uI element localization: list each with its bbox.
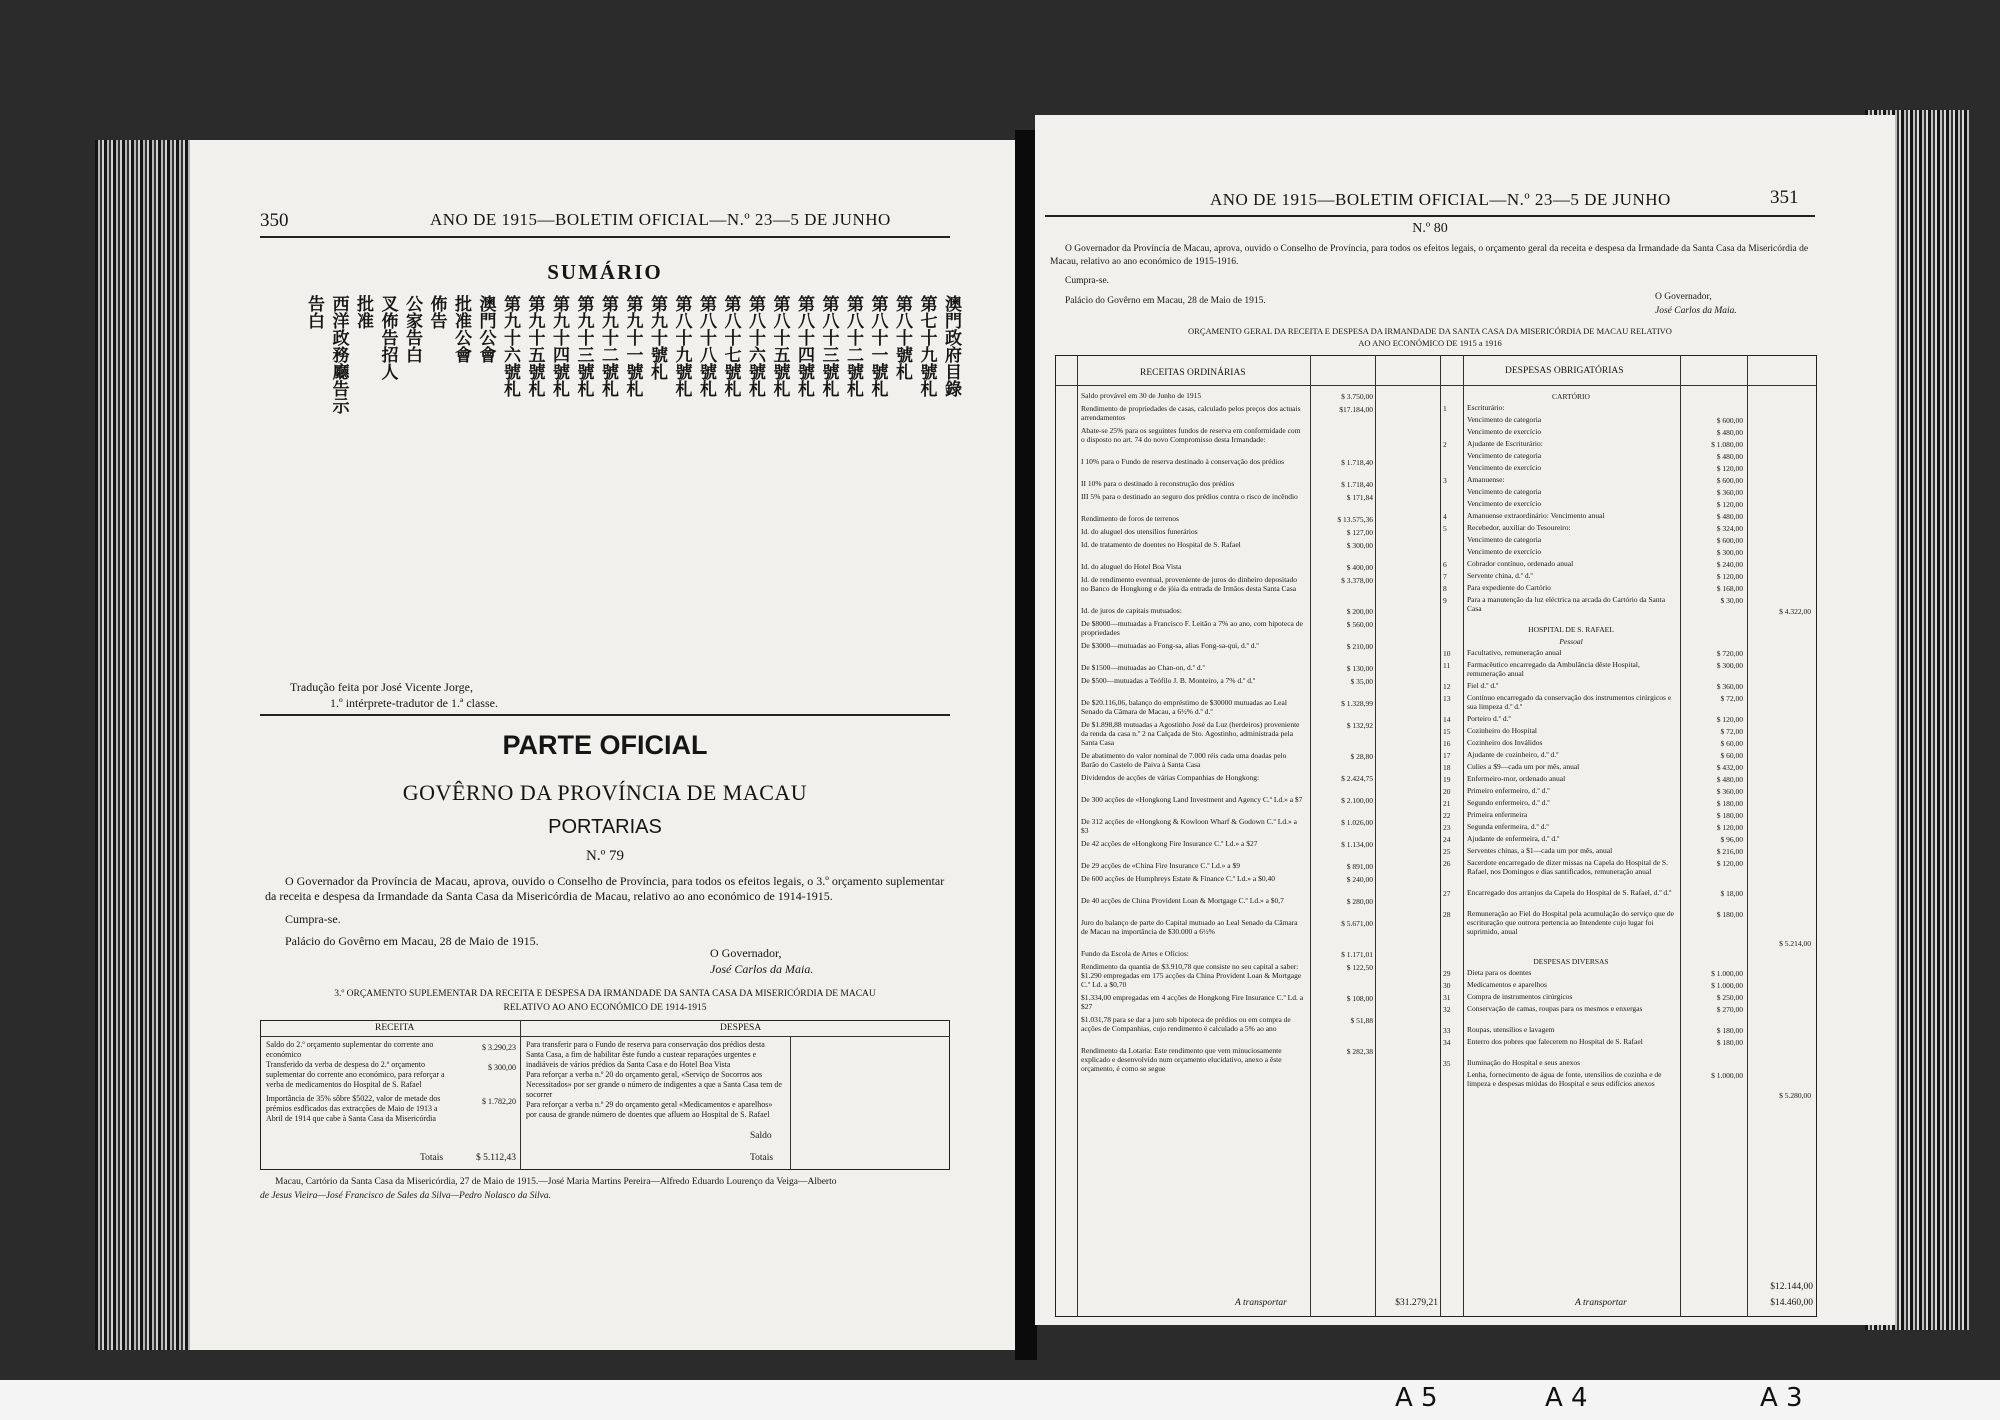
despesa-row-number: 19 — [1443, 775, 1451, 784]
footer-signatures: Macau, Cartório da Santa Casa da Misericórdia, 27 de Maio de 1915.—José Maria Martins Pereira—Alfredo Eduardo Lourenço da Veiga—Alberto — [275, 1177, 837, 1187]
despesa-row-text: Lenha, fornecimento de água de fonte, utensílios de cozinha e de limpeza e despesas miúdas do Hospital e seus edifícios anexos — [1467, 1070, 1662, 1088]
cumpra-text: Cumpra-se. — [285, 912, 341, 926]
despesa-row-number: 12 — [1443, 682, 1451, 691]
receita-row-amount: $ 3.750,00 — [1341, 392, 1373, 401]
receita-row-text: De $1.898,88 mutuadas a Agostinho José da Luz (herdeiros) proveniente da renda da casa n.º 2 na Calçada de Sto. Agostinho, administrada pela Santa Casa — [1081, 720, 1300, 747]
despesa-row-amount: $ 60,00 — [1720, 751, 1743, 760]
despesa-row-number: 9 — [1443, 596, 1447, 605]
despesas-subtotal: $12.144,00 — [1770, 1282, 1813, 1292]
despesas-total: $14.460,00 — [1770, 1298, 1813, 1308]
receita-row-amount: $ 1.718,40 — [1341, 480, 1373, 489]
receita-row-text: De 29 acções de «China Fire Insurance C.º Ld.» a $9 — [1081, 861, 1240, 870]
receita-row-amount: $ 300,00 — [1346, 541, 1373, 550]
receita-row-amount: $ 1.134,00 — [1341, 840, 1373, 849]
despesa-row-amount: $ 360,00 — [1716, 488, 1743, 497]
despesa-row-text: Recebedor, auxiliar do Tesoureiro: — [1467, 523, 1571, 532]
receita-row-text: $1.031,78 para se dar a juro sob hipoteca de prédios ou em compra de acções de Companhias, cujo rendimento é calculado a 5% ao ano — [1081, 1015, 1291, 1033]
table-divider — [1463, 355, 1464, 1317]
despesa-section-total: $ 4.322,00 — [1779, 607, 1811, 616]
despesa-row-text: Cozinheiro dos Inválidos — [1467, 738, 1543, 747]
despesa-row-amount: $ 180,00 — [1716, 1038, 1743, 1047]
receita-row-amount: $ 1.328,99 — [1341, 699, 1373, 708]
despesa-row-amount: $ 240,00 — [1716, 560, 1743, 569]
despesa-row-amount: $ 1.000,00 — [1711, 969, 1743, 978]
despesa-row-number: 27 — [1443, 889, 1451, 898]
despesa-row-text: Ajudante de Escriturário: — [1467, 439, 1543, 448]
despesa-row-number: 8 — [1443, 584, 1447, 593]
governo-title: GOVÊRNO DA PROVÍNCIA DE MACAU — [402, 780, 808, 805]
receita-row-text: De $1500—mutuadas ao Chan-on, d.º d.º — [1081, 663, 1205, 672]
despesa-row-amount: $ 1.000,00 — [1711, 981, 1743, 990]
governador-name: José Carlos da Maia. — [1655, 306, 1737, 316]
despesa-section-total: $ 5.280,00 — [1779, 1091, 1811, 1100]
despesa-section-title: CARTÓRIO — [1552, 392, 1590, 401]
portaria-text: O Governador da Província de Macau, aprova, ouvido o Conselho de Província, para todos os efeitos legais, o orçamento geral da receita e despesa da Irmandade da Santa Casa da Misericórdia de Macau, relativo ao ano económico de 1915-1916. — [1050, 244, 1809, 267]
despesa-row-number: 29 — [1443, 969, 1451, 978]
despesa-row-amount: $ 180,00 — [1716, 910, 1743, 919]
chinese-summary-column: 第九十三號札 — [573, 295, 594, 397]
receitas-header: RECEITAS ORDINÁRIAS — [1140, 368, 1246, 378]
despesa-row-text: Serventes chinas, a $1—cada um por mês, anual — [1467, 846, 1613, 855]
despesa-row-number: 10 — [1443, 649, 1451, 658]
chinese-summary-column: 叉佈告招人 — [377, 295, 398, 380]
table-divider — [1747, 355, 1748, 1317]
despesa-row-text: Cobrador contínuo, ordenado anual — [1467, 559, 1574, 568]
portaria-number: N.º 79 — [586, 848, 624, 864]
despesa-row-number: 35 — [1443, 1059, 1451, 1068]
despesa-row-text: Amanuense extraordinário: Vencimento anual — [1467, 511, 1605, 520]
despesa-row-text: Compra de instrumentos cirúrgicos — [1467, 992, 1573, 1001]
chinese-summary-column: 澳門公會 — [475, 295, 496, 363]
table-divider — [260, 1036, 950, 1037]
chinese-summary-column: 第八十二號札 — [843, 295, 863, 397]
despesa-row-amount: $ 250,00 — [1716, 993, 1743, 1002]
page-header: ANO DE 1915—BOLETIM OFICIAL—N.º 23—5 DE JUNHO — [1210, 190, 1671, 209]
despesa-row-text: Cozinheiro do Hospital — [1467, 726, 1537, 735]
palacio-text: Palácio do Govêrno em Macau, 28 de Maio de 1915. — [285, 934, 539, 948]
translator-line: 1.º intérprete-tradutor de 1.ª classe. — [330, 696, 498, 710]
despesa-row-amount: $ 480,00 — [1716, 512, 1743, 521]
despesa-row-number: 24 — [1443, 835, 1451, 844]
chinese-summary-column: 第九十四號札 — [549, 295, 569, 397]
despesa-row-number: 4 — [1443, 512, 1447, 521]
portaria-text: O Governador da Província de Macau, aprova, ouvido o Conselho de Província, para todos os efeitos legais, o 3.º orçamento suplementar da receita e despesa da Irmandade da Santa Casa da Misericórdia de Macau, relativo ao ano económico de 1914-1915. — [265, 874, 945, 903]
despesa-row-text: Para transferir para o Fundo de reserva para conservação dos prédios desta Santa Casa, a fim de habilitar êste fundo a custear reparações urgentes e inadiáveis de vários prédios da Santa Casa e do Hotel Boa Vista — [526, 1040, 765, 1069]
chinese-summary-column: 佈告 — [426, 295, 447, 329]
despesa-row-number: 3 — [1443, 476, 1447, 485]
receita-row-amount: $ 122,50 — [1346, 963, 1373, 972]
receita-row-text: De abatimento do valor nominal de 7.000 réis cada uma doadas pelo Barão do Castelo de Paiva à Santa Casa — [1081, 751, 1287, 769]
despesas-header: DESPESAS OBRIGATÓRIAS — [1505, 366, 1624, 376]
chinese-summary-column: 第八十八號札 — [696, 295, 716, 397]
governador-name: José Carlos da Maia. — [710, 962, 814, 976]
despesa-row-text: Remuneração ao Fiel do Hospital pela acumulação do serviço que de escrituração que outrora pertencia ao Intendente cujo lugar foi suprimido, anual — [1467, 909, 1675, 936]
despesa-row-text: Segunda enfermeira, d.º d.º — [1467, 822, 1549, 831]
chinese-summary-column: 第八十五號札 — [769, 295, 790, 397]
receita-row-amount: $ 28,80 — [1350, 752, 1373, 761]
despesa-row-number: 32 — [1443, 1005, 1451, 1014]
receita-row-text: III 5% para o destinado ao seguro dos prédios contra o risco de incêndio — [1081, 492, 1298, 501]
receita-row-amount: $ 2.424,75 — [1341, 774, 1373, 783]
chinese-summary-column: 第九十一號札 — [622, 295, 643, 397]
despesa-row-number: 34 — [1443, 1038, 1451, 1047]
page-header: ANO DE 1915—BOLETIM OFICIAL—N.º 23—5 DE JUNHO — [430, 210, 891, 229]
despesa-row-number: 26 — [1443, 859, 1451, 868]
despesa-row-amount: $ 180,00 — [1716, 811, 1743, 820]
despesa-row-number: 1 — [1443, 404, 1447, 413]
table-divider — [1055, 385, 1817, 386]
receita-row-text: Dividendos de acções de várias Companhias de Hongkong: — [1081, 773, 1260, 782]
receita-row-amount: $ 51,88 — [1350, 1016, 1373, 1025]
receita-row-amount: $ 171,84 — [1346, 493, 1373, 502]
despesa-row-text: Ajudante de enfermeira, d.º d.º — [1467, 834, 1560, 843]
despesa-row-amount: $ 168,00 — [1716, 584, 1743, 593]
receita-row-amount: $ 1.026,00 — [1341, 818, 1373, 827]
despesa-row-number: 16 — [1443, 739, 1451, 748]
transportar-label: A transportar — [1575, 1298, 1627, 1308]
chinese-summary-column: 第八十三號札 — [818, 295, 839, 397]
receita-row-text: Rendimento da Lotaria: Este rendimento que vem minuciosamente explicado e desenvolvido num orçamento elucidativo, anexo a êste orçamento, é como se segue — [1081, 1046, 1282, 1073]
despesa-row-text: Facultativo, remuneração anual — [1467, 648, 1562, 657]
despesa-row-number: 30 — [1443, 981, 1451, 990]
despesa-row-amount: $ 120,00 — [1716, 823, 1743, 832]
despesa-row-amount: $ 216,00 — [1716, 847, 1743, 856]
despesa-row-text: Contínuo encarregado da conservação dos instrumentos cirúrgicos e sua limpeza d.º d.º — [1467, 693, 1672, 711]
despesa-row-number: 31 — [1443, 993, 1451, 1002]
despesa-row-amount: $ 120,00 — [1716, 715, 1743, 724]
header-rule — [1045, 215, 1815, 217]
despesa-row-text: Enfermeiro-mor, ordenado anual — [1467, 774, 1566, 783]
despesa-row-amount: $ 180,00 — [1716, 1026, 1743, 1035]
despesa-row-text: Escriturário: — [1467, 403, 1505, 412]
receita-row-amount: $ 560,00 — [1346, 620, 1373, 629]
table-divider — [1440, 355, 1441, 1317]
totais-label: Totais — [750, 1153, 774, 1163]
receita-row-amount: $17.184,00 — [1339, 405, 1373, 414]
despesa-section-subtitle: Pessoal — [1559, 637, 1583, 646]
despesa-row-text: Roupas, utensílios e lavagem — [1467, 1025, 1555, 1034]
left-page — [190, 140, 1020, 1350]
receita-row-text: Saldo do 2.º orçamento suplementar do corrente ano económico — [266, 1040, 434, 1059]
despesa-row-amount: $ 1.000,00 — [1711, 1071, 1743, 1080]
receita-row-amount: $ 282,38 — [1346, 1047, 1373, 1056]
despesa-row-amount: $ 432,00 — [1716, 763, 1743, 772]
despesa-row-number: 18 — [1443, 763, 1451, 772]
cumpra-text: Cumpra-se. — [1065, 276, 1110, 286]
despesa-row-text: Farmacêutico encarregado da Ambulância dêste Hospital, remuneração anual — [1467, 660, 1640, 678]
despesa-row-text: Culies a $9—cada um por mês, anual — [1467, 762, 1580, 771]
receita-row-amount: $ 127,00 — [1346, 528, 1373, 537]
receita-row-amount: $ 130,00 — [1346, 664, 1373, 673]
sumario-title: SUMÁRIO — [547, 260, 663, 284]
left-page-edge — [95, 140, 190, 1350]
table-divider — [1077, 355, 1078, 1317]
page-number: 351 — [1770, 187, 1799, 208]
receita-row-text: De 40 acções de China Provident Loan & Mortgage C.º Ld.» a $0,7 — [1081, 896, 1284, 905]
despesa-row-text: Vencimento de exercício — [1467, 499, 1542, 508]
chinese-summary-column: 第八十九號札 — [671, 295, 692, 397]
receita-row-text: Importância de 35% sôbre $5022, valor de metade dos prémios esdficados das extracções de Maio de 1913 a Abril de 1914 que cabe à Santa Casa da Misericórdia — [266, 1094, 441, 1123]
orcamento-title: 3.º ORÇAMENTO SUPLEMENTAR DA RECEITA E DESPESA DA IRMANDADE DA SANTA CASA DA MISERICÓRDIA DE MACAU — [334, 989, 876, 999]
receita-row-amount: $ 132,92 — [1346, 721, 1373, 730]
chinese-summary-column: 第七十九號札 — [916, 295, 937, 397]
header-rule — [260, 236, 950, 238]
chinese-summary-column: 第八十一號札 — [867, 295, 888, 397]
chinese-summary-column: 告白 — [304, 295, 324, 329]
despesa-row-number: 11 — [1443, 661, 1451, 670]
receita-row-amount: $ 200,00 — [1346, 607, 1373, 616]
receita-row-text: De 42 acções de «Hongkong Fire Insurance C.º Ld.» a $27 — [1081, 839, 1258, 848]
despesa-section-title: HOSPITAL DE S. RAFAEL — [1528, 625, 1614, 634]
despesa-row-number: 13 — [1443, 694, 1451, 703]
section-rule — [260, 714, 950, 716]
despesa-row-number: 15 — [1443, 727, 1451, 736]
film-mark: A 5 — [1395, 1383, 1438, 1413]
despesa-row-number: 20 — [1443, 787, 1451, 796]
receita-row-amount: $ 35,00 — [1350, 677, 1373, 686]
chinese-summary-column: 第九十六號札 — [500, 295, 520, 397]
despesa-row-amount: $ 600,00 — [1716, 476, 1743, 485]
microfilm-strip — [0, 1380, 2000, 1420]
receita-row-amount: $ 2.100,00 — [1341, 796, 1373, 805]
despesa-row-text: Vencimento de exercício — [1467, 427, 1542, 436]
receita-row-text: De $20.116,06, balanço do empréstimo de $30000 mutuadas ao Leal Senado da Câmara de Macau, a 6½% d.º d.º — [1081, 698, 1287, 716]
film-mark: A 4 — [1545, 1383, 1588, 1413]
despesa-row-amount: $ 324,00 — [1716, 524, 1743, 533]
despesa-row-text: Amanuense: — [1467, 475, 1505, 484]
despesa-row-number: 33 — [1443, 1026, 1451, 1035]
despesa-row-number: 28 — [1443, 910, 1451, 919]
receita-row-amount: $ 108,00 — [1346, 994, 1373, 1003]
receita-row-amount: $ 280,00 — [1346, 897, 1373, 906]
chinese-summary-column: 第九十二號札 — [598, 295, 618, 397]
receita-row-text: Id. de tratamento de doentes no Hospital de S. Rafael — [1081, 540, 1241, 549]
receita-row-text: De $8000—mutuadas a Francisco F. Leitão a 7% ao ano, com hipoteca de propriedades — [1081, 619, 1303, 637]
despesa-row-text: Vencimento de exercício — [1467, 547, 1542, 556]
despesa-header: DESPESA — [720, 1023, 762, 1033]
receita-row-text: Fundo da Escola de Artes e Ofícios: — [1081, 949, 1189, 958]
receitas-total: $31.279,21 — [1395, 1298, 1438, 1308]
receita-row-text: Rendimento de propriedades de casas, calculado pelos preços dos actuais arrendamentos — [1081, 404, 1301, 422]
receita-row-text: II 10% para o destinado à reconstrução dos prédios — [1081, 479, 1235, 488]
despesa-row-number: 17 — [1443, 751, 1451, 760]
film-mark: A 3 — [1760, 1383, 1803, 1413]
receita-row-amount: $ 400,00 — [1346, 563, 1373, 572]
receita-row-amount: $ 5.671,00 — [1341, 919, 1373, 928]
despesa-row-text: Para expediente do Cartório — [1467, 583, 1551, 592]
receita-row-amount: $ 13.575,36 — [1337, 515, 1373, 524]
despesa-row-amount: $ 120,00 — [1716, 464, 1743, 473]
despesa-row-amount: $ 270,00 — [1716, 1005, 1743, 1014]
table-divider — [1375, 355, 1376, 1317]
despesa-row-text: Vencimento de categoria — [1467, 487, 1542, 496]
receita-row-amount: $ 3.290,23 — [482, 1043, 516, 1052]
despesa-row-number: 2 — [1443, 440, 1447, 449]
despesa-row-text: Para reforçar a verba n.º 20 do orçamento geral, «Serviço de Socorros aos Necessitados» por ser grande o número de indigentes a que a Santa Casa tem de socorrer — [526, 1070, 782, 1099]
receita-header: RECEITA — [375, 1023, 415, 1033]
despesa-row-text: Primeira enfermeira — [1467, 810, 1528, 819]
despesa-row-amount: $ 96,00 — [1720, 835, 1743, 844]
despesa-row-text: Vencimento de categoria — [1467, 535, 1542, 544]
saldo-label: Saldo — [750, 1131, 772, 1141]
total-receita: $ 5.112,43 — [475, 1153, 516, 1163]
receita-row-text: Id. do aluguel dos utensílios funerários — [1081, 527, 1198, 536]
receita-row-text: Abate-se 25% para os seguintes fundos de reserva em conformidade com o disposto no art. 74 do novo Compromisso desta Irmandade: — [1081, 426, 1301, 444]
receita-row-text: De $500—mutuadas a Teófilo J. B. Monteiro, a 7% d.º d.º — [1081, 676, 1256, 685]
despesa-row-text: Conservação de camas, roupas para os mesmos e enxergas — [1467, 1004, 1643, 1013]
portarias-title: PORTARIAS — [548, 816, 662, 838]
receita-row-text: Rendimento de foros de terrenos — [1081, 514, 1179, 523]
despesa-row-amount: $ 600,00 — [1716, 416, 1743, 425]
chinese-summary-column: 第八十四號札 — [794, 295, 814, 397]
despesa-row-amount: $ 720,00 — [1716, 649, 1743, 658]
receita-row-text: Id. de rendimento eventual, proveniente de juros do dinheiro depositado no Banco de Hongkong e de jóia da entrada de Irmãos desta Santa Casa — [1081, 575, 1297, 593]
despesa-row-number: 7 — [1443, 572, 1447, 581]
despesa-row-number: 21 — [1443, 799, 1451, 808]
despesa-row-number: 25 — [1443, 847, 1451, 856]
receita-row-text: Transferido da verba de despesa do 2.º orçamento suplementar do corrente ano económico, para reforçar a verba de medicamentos do Hospital de S. Rafael — [266, 1060, 445, 1089]
despesa-row-text: Vencimento de categoria — [1467, 415, 1542, 424]
orcamento-subtitle: AO ANO ECONÓMICO DE 1915 a 1916 — [1358, 338, 1502, 348]
despesa-row-text: Vencimento de exercício — [1467, 463, 1542, 472]
despesa-row-amount: $ 480,00 — [1716, 452, 1743, 461]
despesa-row-text: Dieta para os doentes — [1467, 968, 1532, 977]
despesa-section-title: DESPESAS DIVERSAS — [1533, 957, 1609, 966]
despesa-row-amount: $ 120,00 — [1716, 572, 1743, 581]
receita-row-amount: $ 3.378,00 — [1341, 576, 1373, 585]
chinese-summary-column: 第八十七號札 — [720, 295, 741, 397]
right-page — [1035, 115, 1895, 1325]
chinese-summary-column: 澳門政府目錄 — [941, 295, 961, 397]
despesa-row-amount: $ 300,00 — [1716, 661, 1743, 670]
page-number: 350 — [260, 210, 289, 231]
despesa-row-amount: $ 360,00 — [1716, 787, 1743, 796]
receita-row-text: De 600 acções de Humphreys Estate & Finance C.º Ld.» a $0,40 — [1081, 874, 1275, 883]
despesa-row-text: Enterro dos pobres que falecerem no Hospital de S. Rafael — [1467, 1037, 1643, 1046]
table-divider — [1310, 355, 1311, 1317]
chinese-summary-column: 第九十五號札 — [524, 295, 545, 397]
despesa-row-amount: $ 30,00 — [1720, 596, 1743, 605]
despesa-section-total: $ 5.214,00 — [1779, 939, 1811, 948]
despesa-row-amount: $ 18,00 — [1720, 889, 1743, 898]
despesa-row-number: 5 — [1443, 524, 1447, 533]
despesa-row-number: 22 — [1443, 811, 1451, 820]
governador-label: O Governador, — [710, 946, 782, 960]
despesa-row-amount: $ 300,00 — [1716, 548, 1743, 557]
receita-row-amount: $ 891,00 — [1346, 862, 1373, 871]
totais-label: Totais — [420, 1153, 444, 1163]
receita-row-text: Id. do aluguel do Hotel Boa Vista — [1081, 562, 1182, 571]
receita-row-text: I 10% para o Fundo de reserva destinado à conservação dos prédios — [1081, 457, 1285, 466]
despesa-row-amount: $ 180,00 — [1716, 799, 1743, 808]
despesa-row-amount: $ 72,00 — [1720, 727, 1743, 736]
table-divider — [520, 1020, 521, 1170]
palacio-text: Palácio do Govêrno em Macau, 28 de Maio de 1915. — [1065, 296, 1266, 306]
receita-row-text: $1.334,00 empregadas em 4 acções de Hongkong Fire Insurance C.º Ld. a $27 — [1081, 993, 1304, 1011]
orcamento-subtitle: RELATIVO AO ANO ECONÓMICO DE 1914-1915 — [503, 1003, 707, 1013]
despesa-row-text: Ajudante de cozinheiro, d.º d.º — [1467, 750, 1559, 759]
table-divider — [790, 1036, 791, 1170]
receita-row-amount: $ 210,00 — [1346, 642, 1373, 651]
despesa-row-text: Iluminação do Hospital e seus anexos — [1467, 1058, 1581, 1067]
table-divider — [1680, 355, 1681, 1317]
chinese-summary-column: 第八十六號札 — [745, 295, 765, 397]
receita-row-amount: $ 1.718,40 — [1341, 458, 1373, 467]
parte-oficial-title: PARTE OFICIAL — [502, 730, 708, 760]
chinese-summary-column: 第九十號札 — [647, 295, 667, 380]
despesa-row-text: Primeiro enfermeiro, d.º d.º — [1467, 786, 1550, 795]
despesa-row-number: 23 — [1443, 823, 1451, 832]
transportar-label: A transportar — [1235, 1298, 1287, 1308]
receita-row-text: De $3000—mutuadas ao Fong-sa, alias Fong-sa-qui, d.º d.º — [1081, 641, 1259, 650]
receita-row-text: Rendimento da quantia de $3.910,78 que consiste no seu capital a saber: $1.290 empregadas em 175 acções da China Provident Loan & Mortgage C.º Ld. a $0,70 — [1081, 962, 1302, 989]
portaria-number: N.º 80 — [1412, 221, 1448, 236]
chinese-summary-column: 第八十號札 — [892, 295, 912, 380]
despesa-row-amount: $ 120,00 — [1716, 500, 1743, 509]
despesa-row-text: Segundo enfermeiro, d.º d.º — [1467, 798, 1550, 807]
despesa-row-amount: $ 360,00 — [1716, 682, 1743, 691]
receita-row-amount: $ 240,00 — [1346, 875, 1373, 884]
receita-row-text: De 312 acções de «Hongkong & Kowloon Wharf & Godown C.º Ld.» a $3 — [1081, 817, 1297, 835]
despesa-row-amount: $ 120,00 — [1716, 859, 1743, 868]
despesa-row-text: Fiel d.º d.º — [1467, 681, 1499, 690]
despesa-row-number: 6 — [1443, 560, 1447, 569]
despesa-row-text: Porteiro d.º d.º — [1467, 714, 1511, 723]
translator-line: Tradução feita por José Vicente Jorge, — [290, 680, 474, 694]
despesa-row-text: Medicamentos e aparelhos — [1467, 980, 1547, 989]
receita-row-amount: $ 1.171,01 — [1341, 950, 1373, 959]
despesa-row-amount: $ 72,00 — [1720, 694, 1743, 703]
receita-row-text: Juro do balanço de parte do Capital mutuado ao Leal Senado da Câmara de Macau na importância de $30.000 a 6½% — [1081, 918, 1298, 936]
despesa-row-text: Encarregado dos arranjos da Capela do Hospital de S. Rafael, d.º d.º — [1467, 888, 1672, 897]
chinese-summary-column: 批准 — [353, 295, 373, 329]
receita-row-text: Id. de juros de capitais mutuados: — [1081, 606, 1182, 615]
despesa-row-text: Vencimento de categoria — [1467, 451, 1542, 460]
despesa-row-amount: $ 480,00 — [1716, 775, 1743, 784]
despesa-row-amount: $ 1.080,00 — [1711, 440, 1743, 449]
footer-signatures: de Jesus Vieira—José Francisco de Sales da Silva—Pedro Nolasco da Silva. — [260, 1191, 552, 1201]
chinese-summary-column: 西洋政務廳告示 — [328, 295, 349, 414]
receita-row-amount: $ 300,00 — [488, 1063, 516, 1072]
chinese-summary-column: 公家告白 — [402, 295, 422, 363]
despesa-row-amount: $ 600,00 — [1716, 536, 1743, 545]
receita-row-text: De 300 acções de «Hongkong Land Investment and Agency C.º Ld.» a $7 — [1081, 795, 1303, 804]
despesa-row-amount: $ 480,00 — [1716, 428, 1743, 437]
despesa-row-number: 14 — [1443, 715, 1451, 724]
despesa-row-text: Para reforçar a verba n.º 29 do orçamento geral «Medicamentos e aparelhos» por causa de grande número de doentes que afluem ao Hospital de S. Rafael — [526, 1100, 773, 1119]
despesa-row-text: Servente china, d.º d.º — [1467, 571, 1533, 580]
chinese-summary-column: 批准公會 — [451, 295, 471, 363]
despesa-row-amount: $ 60,00 — [1720, 739, 1743, 748]
governador-label: O Governador, — [1655, 292, 1712, 302]
despesa-row-text: Sacerdote encarregado de dizer missas na Capela do Hospital de S. Rafael, nos Domingos e dias santificados, remuneração anual — [1467, 858, 1668, 876]
book-spine — [1015, 130, 1037, 1360]
receita-row-text: Saldo provável em 30 de Junho de 1915 — [1081, 391, 1202, 400]
despesa-row-text: Para a manutenção da luz eléctrica na arcada do Cartório da Santa Casa — [1467, 595, 1666, 613]
receita-row-amount: $ 1.782,20 — [482, 1097, 516, 1106]
orcamento-title: ORÇAMENTO GERAL DA RECEITA E DESPESA DA IRMANDADE DA SANTA CASA DA MISERICÓRDIA DE MACAU RELATIVO — [1188, 326, 1672, 336]
